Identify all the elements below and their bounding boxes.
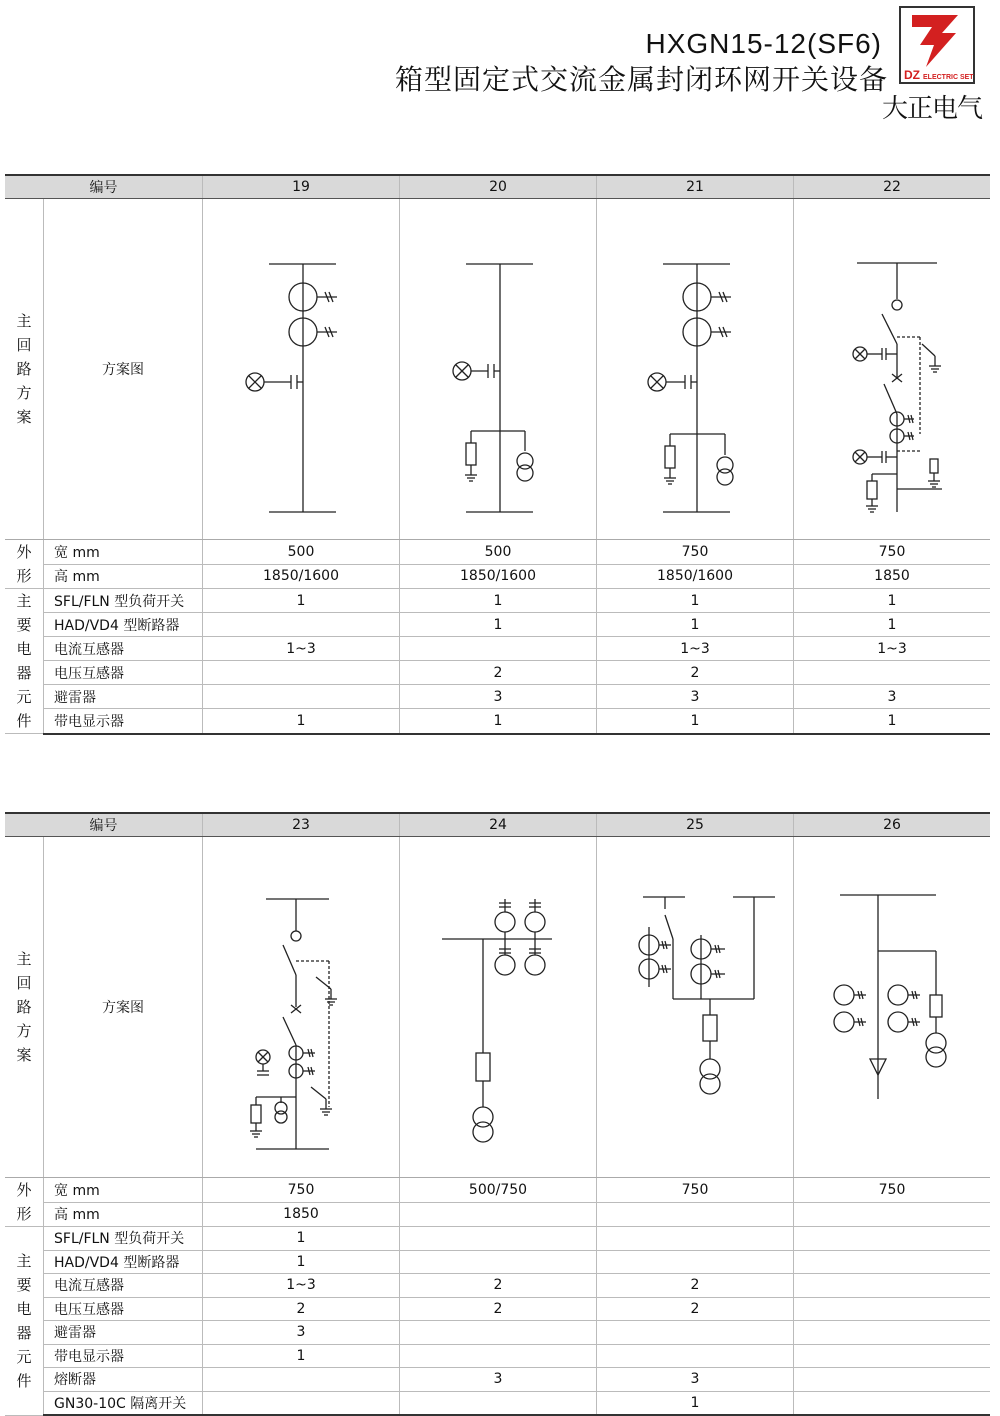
cell xyxy=(794,1321,991,1345)
cell: 1 xyxy=(400,589,597,613)
cell: 1850 xyxy=(203,1202,400,1227)
row-label: 电流互感器 xyxy=(44,1274,203,1298)
brand-name: 大正电气 xyxy=(882,94,983,124)
side-label-main: 主回路方案 xyxy=(5,199,44,540)
cell xyxy=(597,1250,794,1274)
cell: 1~3 xyxy=(597,637,794,661)
table-row xyxy=(5,1297,990,1321)
cell: 2 xyxy=(203,1297,400,1321)
table-row xyxy=(5,661,990,685)
row-label: 电压互感器 xyxy=(44,1297,203,1321)
side-label-shape: 外形 xyxy=(5,540,44,589)
cell: 3 xyxy=(203,1321,400,1345)
cell: 1 xyxy=(400,613,597,637)
cell xyxy=(203,1391,400,1415)
cell: 500 xyxy=(203,540,400,565)
cell xyxy=(400,1344,597,1368)
cell: 3 xyxy=(400,685,597,709)
cell: 2 xyxy=(597,661,794,685)
cell: 1850 xyxy=(794,564,991,589)
cell xyxy=(400,1250,597,1274)
side-label-shape: 外形 xyxy=(5,1178,44,1227)
table-row xyxy=(5,1227,990,1251)
circuit-diagram-26 xyxy=(794,837,991,1178)
cell: 750 xyxy=(794,1178,991,1203)
cell: 2 xyxy=(400,661,597,685)
side-label-elements: 主要电器元件 xyxy=(5,589,44,734)
table-row xyxy=(5,685,990,709)
cell: 750 xyxy=(794,540,991,565)
col-header: 22 xyxy=(794,175,991,199)
logo-text: ELECTRIC SET xyxy=(923,74,974,81)
diagram-label: 方案图 xyxy=(44,837,203,1178)
table-row xyxy=(5,540,990,565)
col-header: 26 xyxy=(794,813,991,837)
row-label: HAD/VD4 型断路器 xyxy=(44,1250,203,1274)
cell xyxy=(597,1202,794,1227)
row-label: 带电显示器 xyxy=(44,1344,203,1368)
cell: 3 xyxy=(597,685,794,709)
circuit-diagram-19 xyxy=(203,199,400,540)
cell: 1 xyxy=(203,1227,400,1251)
table-header-row xyxy=(5,175,990,199)
cell: 1 xyxy=(203,709,400,734)
scheme-table-1 xyxy=(5,174,990,735)
row-label: 熔断器 xyxy=(44,1368,203,1392)
row-label: 宽 mm xyxy=(44,540,203,565)
row-label: 电压互感器 xyxy=(44,661,203,685)
cell: 1~3 xyxy=(203,637,400,661)
row-label: SFL/FLN 型负荷开关 xyxy=(44,1227,203,1251)
cell: 1 xyxy=(597,613,794,637)
table-row xyxy=(5,613,990,637)
table-row xyxy=(5,589,990,613)
cell xyxy=(400,1202,597,1227)
cell: 1~3 xyxy=(203,1274,400,1298)
row-label: 避雷器 xyxy=(44,685,203,709)
side-label-elements: 主要电器元件 xyxy=(5,1227,44,1416)
cell xyxy=(794,661,991,685)
row-label: GN30-10C 隔离开关 xyxy=(44,1391,203,1415)
cell: 1 xyxy=(794,709,991,734)
table-row xyxy=(5,637,990,661)
cell: 750 xyxy=(597,540,794,565)
col-header: 21 xyxy=(597,175,794,199)
cell xyxy=(203,613,400,637)
cell: 1 xyxy=(597,709,794,734)
row-label: SFL/FLN 型负荷开关 xyxy=(44,589,203,613)
cell: 750 xyxy=(203,1178,400,1203)
diagram-row xyxy=(5,837,990,1178)
circuit-diagram-25 xyxy=(597,837,794,1178)
cell: 1 xyxy=(203,1250,400,1274)
cell: 1850/1600 xyxy=(400,564,597,589)
row-label: 带电显示器 xyxy=(44,709,203,734)
cell: 750 xyxy=(597,1178,794,1203)
table-row xyxy=(5,1368,990,1392)
row-label: 高 mm xyxy=(44,564,203,589)
table-row xyxy=(5,709,990,734)
row-label: HAD/VD4 型断路器 xyxy=(44,613,203,637)
cell xyxy=(400,1321,597,1345)
cell xyxy=(597,1321,794,1345)
table-row xyxy=(5,1202,990,1227)
circuit-diagram-20 xyxy=(400,199,597,540)
cell xyxy=(794,1297,991,1321)
scheme-table-2 xyxy=(5,812,990,1416)
col-header: 24 xyxy=(400,813,597,837)
cell: 2 xyxy=(400,1274,597,1298)
row-label: 宽 mm xyxy=(44,1178,203,1203)
model-title: HXGN15-12(SF6) xyxy=(645,28,882,59)
cell xyxy=(203,1368,400,1392)
logo-letters: DZ xyxy=(904,68,920,82)
id-header: 编号 xyxy=(5,175,203,199)
cell xyxy=(203,661,400,685)
cell: 1 xyxy=(597,589,794,613)
table-header-row xyxy=(5,813,990,837)
table-row xyxy=(5,1250,990,1274)
cell: 3 xyxy=(794,685,991,709)
cell xyxy=(400,1391,597,1415)
company-logo xyxy=(898,5,976,85)
cell xyxy=(794,1391,991,1415)
cell xyxy=(203,685,400,709)
circuit-diagram-24 xyxy=(400,837,597,1178)
document-title: 箱型固定式交流金属封闭环网开关设备 xyxy=(394,63,888,96)
row-label: 高 mm xyxy=(44,1202,203,1227)
cell: 1 xyxy=(203,589,400,613)
diagram-label: 方案图 xyxy=(44,199,203,540)
cell: 1850/1600 xyxy=(203,564,400,589)
cell: 2 xyxy=(400,1297,597,1321)
col-header: 23 xyxy=(203,813,400,837)
cell xyxy=(794,1274,991,1298)
cell: 3 xyxy=(597,1368,794,1392)
col-header: 20 xyxy=(400,175,597,199)
cell xyxy=(794,1368,991,1392)
cell xyxy=(597,1227,794,1251)
cell: 3 xyxy=(400,1368,597,1392)
cell xyxy=(794,1227,991,1251)
cell: 1 xyxy=(203,1344,400,1368)
row-label: 电流互感器 xyxy=(44,637,203,661)
cell: 1 xyxy=(597,1391,794,1415)
cell: 1 xyxy=(794,613,991,637)
cell: 1 xyxy=(794,589,991,613)
circuit-diagram-23 xyxy=(203,837,400,1178)
cell: 1~3 xyxy=(794,637,991,661)
table-row xyxy=(5,1391,990,1415)
cell: 500 xyxy=(400,540,597,565)
cell: 1850/1600 xyxy=(597,564,794,589)
table-row xyxy=(5,1344,990,1368)
cell xyxy=(794,1250,991,1274)
col-header: 25 xyxy=(597,813,794,837)
cell xyxy=(400,1227,597,1251)
cell xyxy=(794,1344,991,1368)
side-label-main: 主回路方案 xyxy=(5,837,44,1178)
cell: 500/750 xyxy=(400,1178,597,1203)
table-row xyxy=(5,1178,990,1203)
cell xyxy=(597,1344,794,1368)
cell: 2 xyxy=(597,1297,794,1321)
row-label: 避雷器 xyxy=(44,1321,203,1345)
table-row xyxy=(5,564,990,589)
col-header: 19 xyxy=(203,175,400,199)
cell: 2 xyxy=(597,1274,794,1298)
table-row xyxy=(5,1274,990,1298)
table-row xyxy=(5,1321,990,1345)
cell xyxy=(400,637,597,661)
id-header: 编号 xyxy=(5,813,203,837)
cell: 1 xyxy=(400,709,597,734)
diagram-row xyxy=(5,199,990,540)
circuit-diagram-22 xyxy=(794,199,991,540)
circuit-diagram-21 xyxy=(597,199,794,540)
cell xyxy=(794,1202,991,1227)
